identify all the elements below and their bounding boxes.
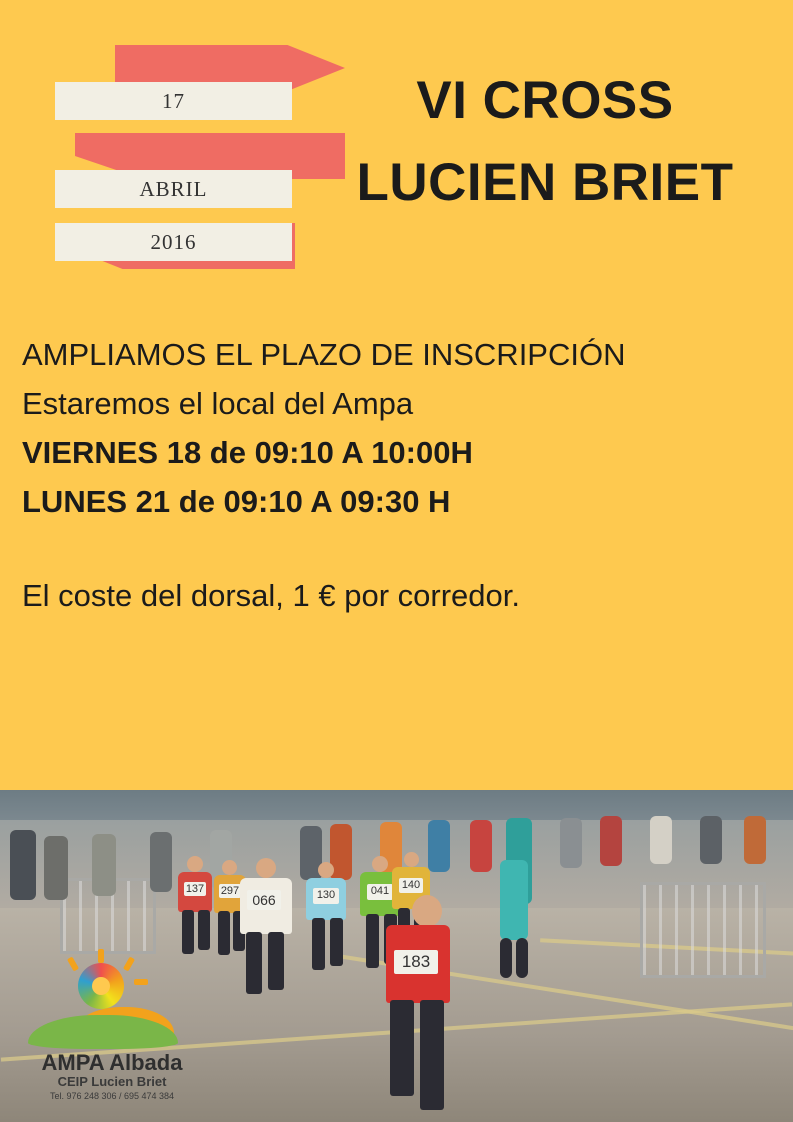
body-line-3: VIERNES 18 de 09:10 A 10:00H bbox=[22, 435, 473, 470]
logo-subtitle: CEIP Lucien Briet bbox=[57, 1074, 167, 1089]
body-line-2: Estaremos el local del Ampa bbox=[22, 386, 414, 421]
body-line-1: AMPLIAMOS EL PLAZO DE INSCRIPCIÓN bbox=[22, 337, 626, 372]
runner-bib: 140 bbox=[399, 878, 423, 893]
runner-head bbox=[222, 860, 237, 875]
title-line-1: VI CROSS bbox=[416, 71, 674, 130]
date-month: ABRIL bbox=[139, 176, 208, 201]
date-month-row bbox=[55, 170, 292, 208]
spectator bbox=[650, 816, 672, 864]
spectator bbox=[428, 820, 450, 872]
spectator bbox=[150, 832, 172, 892]
runner-legs bbox=[312, 918, 325, 970]
logo-name: AMPA Albada bbox=[41, 1050, 183, 1075]
spiral-icon bbox=[78, 963, 124, 1009]
runner-head bbox=[318, 862, 334, 878]
runner-legs bbox=[268, 932, 284, 990]
title-line-2: LUCIEN BRIET bbox=[356, 153, 734, 213]
sun-ray-icon bbox=[134, 979, 148, 985]
runner-legs bbox=[246, 932, 262, 994]
official-legs bbox=[516, 938, 528, 978]
spectator bbox=[470, 820, 492, 872]
sun-ray-icon bbox=[98, 949, 104, 963]
official-legs bbox=[500, 938, 512, 978]
spectator bbox=[744, 816, 766, 864]
runner-legs bbox=[420, 1000, 444, 1110]
runner-legs bbox=[366, 914, 379, 968]
runner-bib: 066 bbox=[247, 890, 281, 910]
body-spacer bbox=[22, 526, 762, 571]
poster-body bbox=[22, 330, 762, 620]
date-ribbon bbox=[55, 45, 345, 265]
sun-ray-icon bbox=[67, 956, 79, 971]
runner-legs bbox=[390, 1000, 414, 1096]
runner-head bbox=[404, 852, 419, 867]
spectator bbox=[560, 818, 582, 868]
body-line-4: LUNES 21 de 09:10 A 09:30 H bbox=[22, 484, 451, 519]
date-year-row bbox=[55, 223, 292, 261]
runner-bib: 297 bbox=[220, 885, 240, 897]
runner-head bbox=[412, 895, 442, 927]
date-year: 2016 bbox=[150, 229, 197, 254]
runner-legs bbox=[182, 910, 194, 954]
ampa-logo bbox=[22, 955, 202, 1110]
runner-bib: 183 bbox=[394, 950, 438, 974]
spectator bbox=[700, 816, 722, 864]
runner-legs bbox=[198, 910, 210, 950]
runner-head bbox=[256, 858, 276, 878]
spectator bbox=[600, 816, 622, 866]
runner-bib: 130 bbox=[313, 888, 339, 904]
official bbox=[500, 860, 528, 940]
spectator bbox=[92, 834, 116, 896]
runner-bib: 137 bbox=[185, 883, 205, 895]
runner-head bbox=[372, 856, 388, 872]
date-day: 17 bbox=[162, 88, 185, 113]
poster-title bbox=[330, 60, 760, 224]
runner-head bbox=[187, 856, 203, 872]
date-day-row bbox=[55, 82, 292, 120]
spectator bbox=[44, 836, 68, 900]
barrier-fence bbox=[640, 882, 766, 978]
sun-ray-icon bbox=[123, 956, 135, 971]
spectator bbox=[10, 830, 36, 900]
runner-legs bbox=[330, 918, 343, 966]
runner-bib: 041 bbox=[367, 884, 393, 900]
runner-legs bbox=[218, 911, 230, 955]
logo-phone: Tel. 976 248 306 / 695 474 384 bbox=[49, 1091, 175, 1101]
body-line-5: El coste del dorsal, 1 € por corredor. bbox=[22, 578, 520, 613]
